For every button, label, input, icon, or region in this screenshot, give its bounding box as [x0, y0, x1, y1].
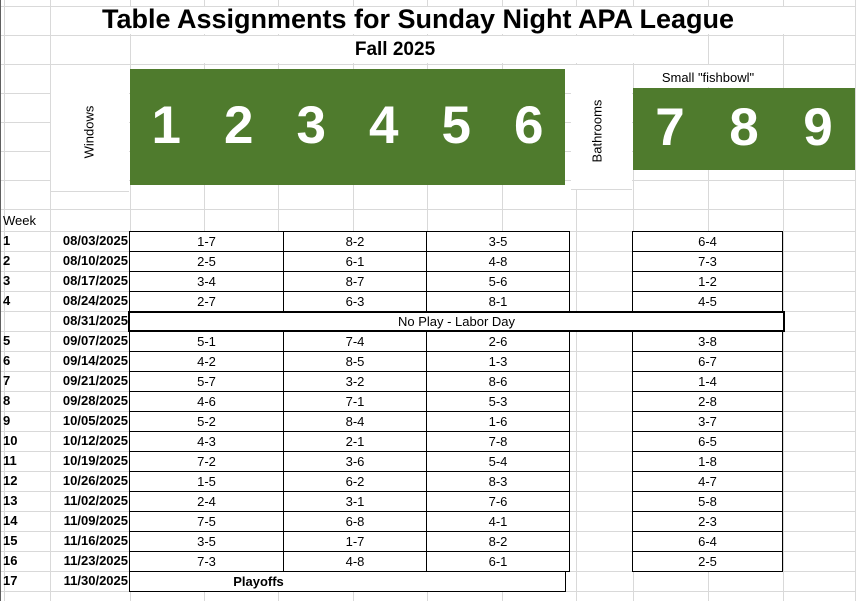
date-cell[interactable]: 10/12/2025	[62, 433, 128, 448]
table-number: 4	[369, 96, 399, 155]
matchup-cell[interactable]: 3-5	[129, 531, 284, 552]
matchup-cell[interactable]: 3-1	[283, 491, 427, 512]
matchup-cell[interactable]: 2-6	[426, 331, 570, 352]
matchup-cell[interactable]: 6-2	[283, 471, 427, 492]
matchup-cell[interactable]: 8-5	[283, 351, 427, 372]
table-number: 8	[729, 98, 759, 157]
week-number-cell[interactable]: 5	[3, 333, 11, 348]
week-number-cell[interactable]: 9	[3, 413, 11, 428]
schedule-row	[0, 451, 856, 472]
schedule-row	[0, 231, 856, 252]
matchup-cell[interactable]: 2-3	[632, 511, 783, 532]
schedule-row	[0, 371, 856, 392]
schedule-row	[0, 511, 856, 532]
matchup-cell[interactable]: 6-7	[632, 351, 783, 372]
date-cell[interactable]: 11/16/2025	[63, 533, 128, 548]
matchup-cell[interactable]: 4-6	[129, 391, 284, 412]
date-cell[interactable]: 10/05/2025	[62, 413, 128, 428]
date-cell[interactable]: 09/14/2025	[62, 353, 128, 368]
schedule-row	[0, 391, 856, 412]
schedule-row	[0, 291, 856, 312]
week-number-cell[interactable]: 14	[3, 513, 18, 528]
matchup-cell[interactable]: 5-8	[632, 491, 783, 512]
schedule-row	[0, 531, 856, 552]
week-number-cell[interactable]: 8	[3, 393, 11, 408]
table-number: 7	[655, 98, 685, 157]
week-number-cell[interactable]: 11	[3, 453, 17, 468]
matchup-cell[interactable]: 7-2	[129, 451, 284, 472]
table-number: 6	[514, 96, 544, 155]
matchup-cell[interactable]: 3-7	[632, 411, 783, 432]
matchup-cell[interactable]: 8-4	[283, 411, 427, 432]
week-number-cell[interactable]: 12	[3, 473, 18, 488]
date-cell[interactable]: 08/31/2025	[62, 313, 128, 328]
sheet-left-edge	[0, 0, 1, 601]
matchup-cell[interactable]: 8-3	[426, 471, 570, 492]
noplay-banner-cell[interactable]: No Play - Labor Day	[128, 311, 785, 332]
matchup-cell[interactable]: 6-8	[283, 511, 427, 532]
schedule-row	[0, 471, 856, 492]
date-cell[interactable]: 11/02/2025	[63, 493, 128, 508]
matchup-cell[interactable]: 5-2	[129, 411, 284, 432]
matchup-cell[interactable]: 5-1	[129, 331, 284, 352]
matchup-cell[interactable]: 7-3	[632, 251, 783, 272]
tables-banner-main[interactable]	[130, 69, 565, 185]
matchup-cell[interactable]: 4-7	[632, 471, 783, 492]
week-number-cell[interactable]: 17	[3, 573, 18, 588]
matchup-cell[interactable]: 2-5	[129, 251, 284, 272]
matchup-cell[interactable]: 8-2	[426, 531, 570, 552]
matchup-cell[interactable]: 6-1	[426, 551, 570, 572]
matchup-cell[interactable]: 1-8	[632, 451, 783, 472]
week-number-cell[interactable]: 3	[3, 273, 11, 288]
schedule-row	[0, 551, 856, 572]
date-cell[interactable]: 08/03/2025	[62, 233, 128, 248]
matchup-cell[interactable]: 2-8	[632, 391, 783, 412]
matchup-cell[interactable]: 6-3	[283, 291, 427, 312]
matchup-cell[interactable]: 8-2	[283, 231, 427, 252]
date-cell[interactable]: 11/30/2025	[63, 573, 128, 588]
tables-banner-small[interactable]	[633, 88, 855, 170]
matchup-cell[interactable]: 4-5	[632, 291, 783, 312]
schedule-row	[0, 491, 856, 512]
matchup-cell[interactable]: 6-5	[632, 431, 783, 452]
matchup-cell[interactable]: 4-8	[426, 251, 570, 272]
matchup-cell[interactable]: 4-1	[426, 511, 570, 532]
matchup-cell[interactable]: 3-4	[129, 271, 284, 292]
matchup-cell[interactable]: 2-4	[129, 491, 284, 512]
page-title[interactable]: Table Assignments for Sunday Night APA League	[101, 4, 735, 34]
week-number-cell[interactable]: 1	[3, 233, 11, 248]
matchup-cell[interactable]: 4-2	[129, 351, 284, 372]
matchup-cell[interactable]: 8-7	[283, 271, 427, 292]
date-cell[interactable]: 11/23/2025	[63, 553, 128, 568]
date-cell[interactable]: 09/07/2025	[62, 333, 128, 348]
schedule-row	[0, 431, 856, 452]
date-cell[interactable]: 08/24/2025	[62, 293, 128, 308]
matchup-cell[interactable]: 3-6	[283, 451, 427, 472]
matchup-cell[interactable]: 7-5	[129, 511, 284, 532]
schedule-row	[0, 411, 856, 432]
week-number-cell[interactable]: 10	[3, 433, 18, 448]
matchup-cell[interactable]: 5-3	[426, 391, 570, 412]
week-number-cell[interactable]: 15	[3, 533, 18, 548]
bathrooms-zone-label[interactable]: Bathrooms	[589, 99, 605, 163]
matchup-cell[interactable]: 2-1	[283, 431, 427, 452]
matchup-cell[interactable]: 1-5	[129, 471, 284, 492]
matchup-cell[interactable]: 2-7	[129, 291, 284, 312]
schedule-row	[0, 351, 856, 372]
matchup-cell[interactable]: 3-8	[632, 331, 783, 352]
matchup-cell[interactable]: 1-4	[632, 371, 783, 392]
table-number: 1	[151, 96, 181, 155]
matchup-cell[interactable]: 6-4	[632, 231, 783, 252]
matchup-cell[interactable]: 1-3	[426, 351, 570, 372]
matchup-cell[interactable]: 7-1	[283, 391, 427, 412]
matchup-cell[interactable]: 5-4	[426, 451, 570, 472]
matchup-cell[interactable]: 1-7	[283, 531, 427, 552]
matchup-cell[interactable]: 7-6	[426, 491, 570, 512]
date-cell[interactable]: 10/19/2025	[62, 453, 128, 468]
matchup-cell[interactable]: 8-1	[426, 291, 570, 312]
page-subtitle[interactable]: Fall 2025	[354, 39, 436, 60]
gridline	[0, 209, 856, 210]
date-cell[interactable]: 09/21/2025	[62, 373, 128, 388]
matchup-cell[interactable]: 6-4	[632, 531, 783, 552]
matchup-cell[interactable]: 3-2	[283, 371, 427, 392]
date-cell[interactable]: 10/26/2025	[62, 473, 128, 488]
week-number-cell[interactable]: 6	[3, 353, 11, 368]
schedule-row	[0, 311, 856, 332]
matchup-cell[interactable]: 4-3	[129, 431, 284, 452]
schedule-row	[0, 331, 856, 352]
table-number: 3	[296, 96, 326, 155]
matchup-cell[interactable]: 5-7	[129, 371, 284, 392]
week-number-cell[interactable]: 13	[3, 493, 18, 508]
date-cell[interactable]: 11/09/2025	[63, 513, 128, 528]
schedule-row	[0, 251, 856, 272]
week-number-cell[interactable]: 16	[3, 553, 18, 568]
week-number-cell[interactable]: 7	[3, 373, 11, 388]
table-number: 5	[441, 96, 471, 155]
table-number: 9	[803, 98, 833, 157]
matchup-cell[interactable]: 1-2	[632, 271, 783, 292]
matchup-cell[interactable]: 4-8	[283, 551, 427, 572]
matchup-cell[interactable]: 8-6	[426, 371, 570, 392]
matchup-cell[interactable]: 1-6	[426, 411, 570, 432]
matchup-cell[interactable]: 5-6	[426, 271, 570, 292]
matchup-cell[interactable]: 7-8	[426, 431, 570, 452]
matchup-cell[interactable]: 7-3	[129, 551, 284, 572]
matchup-cell[interactable]: 3-5	[426, 231, 570, 252]
matchup-cell[interactable]: 6-1	[283, 251, 427, 272]
schedule-row	[0, 271, 856, 292]
matchup-cell[interactable]: 2-5	[632, 551, 783, 572]
date-cell[interactable]: 08/10/2025	[62, 253, 128, 268]
date-cell[interactable]: 08/17/2025	[62, 273, 128, 288]
date-cell[interactable]: 09/28/2025	[62, 393, 128, 408]
matchup-cell[interactable]: 7-4	[283, 331, 427, 352]
fishbowl-zone-label[interactable]: Small "fishbowl"	[661, 70, 755, 85]
schedule-row	[0, 571, 856, 592]
week-column-header[interactable]: Week	[3, 213, 36, 228]
week-number-cell[interactable]: 2	[3, 253, 11, 268]
matchup-cell[interactable]: 1-7	[129, 231, 284, 252]
week-number-cell[interactable]: 4	[3, 293, 11, 308]
playoffs-cell[interactable]	[129, 571, 566, 592]
playoffs-label: Playoffs	[233, 574, 284, 589]
windows-zone-label[interactable]: Windows	[81, 105, 97, 159]
table-number: 2	[224, 96, 254, 155]
